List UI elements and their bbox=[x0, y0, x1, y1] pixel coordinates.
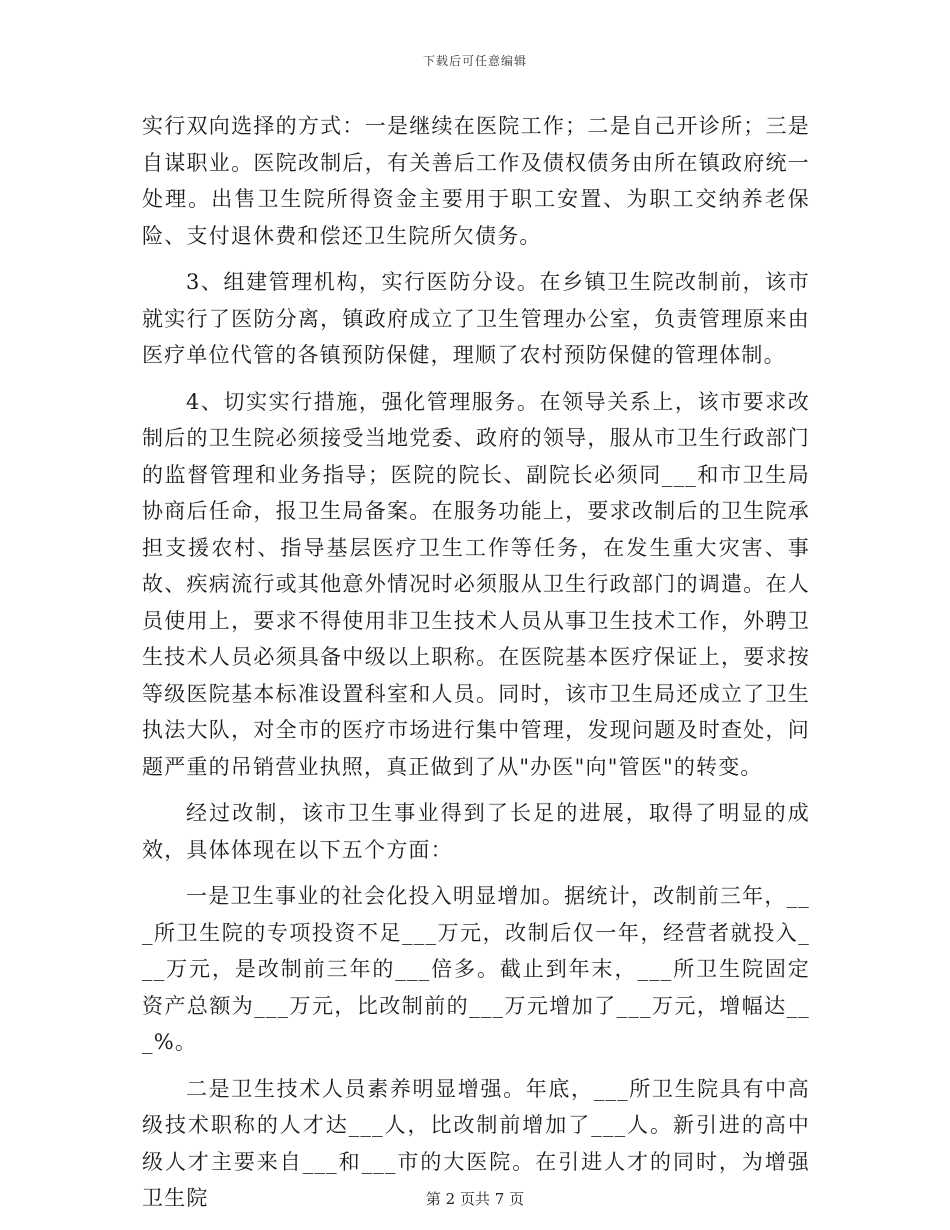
paragraph-item-3: 3、组建管理机构，实行医防分设。在乡镇卫生院改制前，该市就实行了医防分离，镇政府成立了卫生管理办公室，负责管理原来由医疗单位代管的各镇预防保健，理顺了农村预防保健的管理体制。 bbox=[142, 270, 810, 367]
paragraph-point-two: 二是卫生技术人员素养明显增强。年底，___所卫生院具有中高级技术职称的人才达___人，比改制前增加了___人。新引进的高中级人才主要来自___和___市的大医院。在引进人才的同时，为增强卫生院 bbox=[142, 1076, 810, 1210]
page-header-note: 下载后可任意编辑 bbox=[422, 54, 527, 68]
paragraph-continuation: 实行双向选择的方式：一是继续在医院工作；二是自己开诊所；三是自谋职业。医院改制后，有关善后工作及债权债务由所在镇政府统一处理。出售卫生院所得资金主要用于职工安置、为职工交纳养老保险、支付退休费和偿还卫生院所欠债务。 bbox=[142, 114, 810, 248]
paragraph-summary-intro: 经过改制，该市卫生事业得到了长足的进展，取得了明显的成效，具体体现在以下五个方面： bbox=[142, 801, 810, 862]
paragraph-point-one: 一是卫生事业的社会化投入明显增加。据统计，改制前三年，___所卫生院的专项投资不足___万元，改制后仅一年，经营者就投入___万元，是改制前三年的___倍多。截止到年末，___所卫生院固定资产总额为___万元，比改制前的___万元增加了___万元，增幅达___%。 bbox=[142, 884, 810, 1054]
document-body bbox=[142, 108, 810, 1227]
paragraph-item-4: 4、切实实行措施，强化管理服务。在领导关系上，该市要求改制后的卫生院必须接受当地党委、政府的领导，服从市卫生行政部门的监督管理和业务指导；医院的院长、副院长必须同___和市卫生局协商后任命，报卫生局备案。在服务功能上，要求改制后的卫生院承担支援农村、指导基层医疗卫生工作等任务，在发生重大灾害、事故、疾病流行或其他意外情况时必须服从卫生行政部门的调遣。在人员使用上，要求不得使用非卫生技术人员从事卫生技术工作，外聘卫生技术人员必须具备中级以上职称。在医院基本医疗保证上，要求按等级医院基本标准设置科室和人员。同时，该市卫生局还成立了卫生执法大队，对全市的医疗市场进行集中管理，发现问题及时查处，问题严重的吊销营业执照，真正做到了从"办医"向"管医"的转变。 bbox=[142, 389, 810, 779]
page-number-footer: 第 2 页共 7 页 bbox=[425, 1190, 525, 1208]
